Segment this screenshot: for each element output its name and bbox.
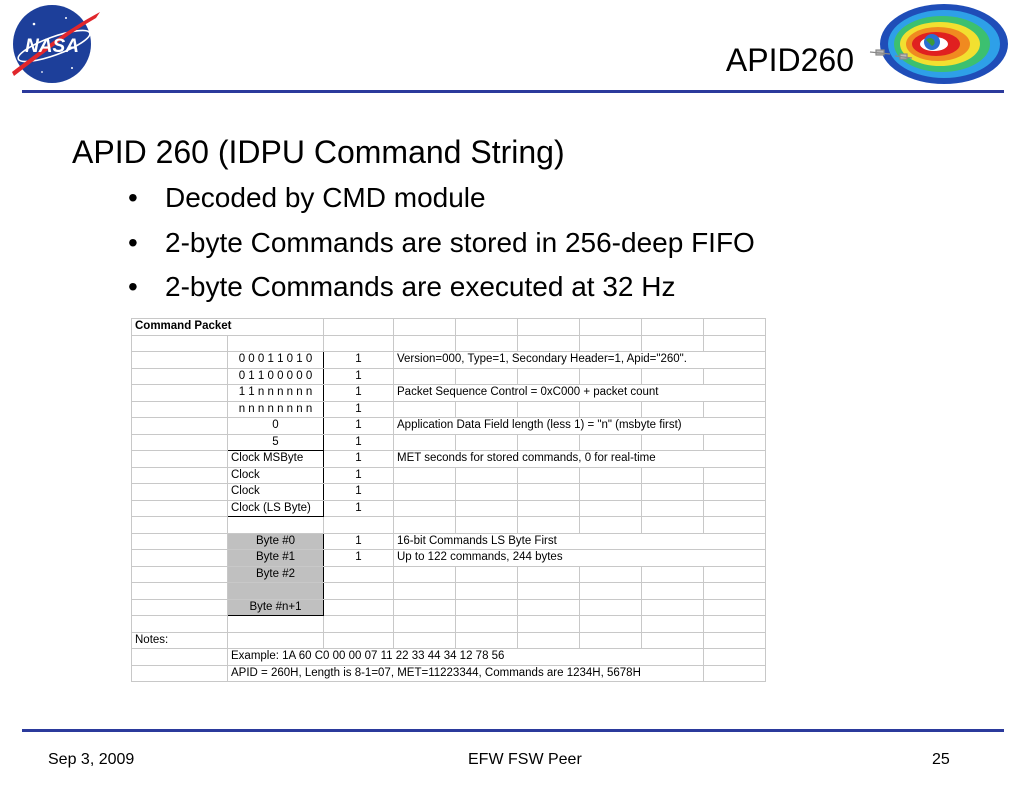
- table-row: [132, 599, 766, 616]
- table-row: [132, 665, 766, 682]
- notes-label: Notes:: [132, 632, 228, 649]
- count-cell: [324, 599, 394, 616]
- footer-date: Sep 3, 2009: [48, 751, 135, 768]
- table-row: [132, 467, 766, 484]
- table-row: [132, 583, 766, 600]
- table-row: [132, 550, 766, 567]
- bullet-text: Decoded by CMD module: [165, 182, 486, 213]
- description-cell: Up to 122 commands, 244 bytes: [394, 550, 766, 567]
- bits-cell: Clock MSByte: [228, 451, 324, 468]
- count-cell: 1: [324, 500, 394, 517]
- description-cell: Packet Sequence Control = 0xC000 + packet count: [394, 385, 766, 402]
- command-packet-table: [131, 318, 766, 682]
- bullet-glyph: •: [128, 271, 138, 302]
- bits-cell: n n n n n n n n: [228, 401, 324, 418]
- table-row: [132, 385, 766, 402]
- nasa-logo-text: NASA: [25, 36, 79, 57]
- count-cell: 1: [324, 467, 394, 484]
- byte-cell: Byte #n+1: [228, 599, 324, 616]
- bits-cell: Clock: [228, 467, 324, 484]
- description-cell: MET seconds for stored commands, 0 for real-time: [394, 451, 766, 468]
- table-row: [132, 368, 766, 385]
- count-cell: 1: [324, 434, 394, 451]
- description-cell: Version=000, Type=1, Secondary Header=1, Apid="260".: [394, 352, 766, 369]
- count-cell: 1: [324, 401, 394, 418]
- table-row: [132, 517, 766, 534]
- table-title-row: [132, 319, 766, 336]
- byte-cell: [228, 583, 324, 600]
- table-row: [132, 484, 766, 501]
- count-cell: 1: [324, 418, 394, 435]
- count-cell: 1: [324, 533, 394, 550]
- page-number: 25: [932, 751, 950, 768]
- table-row: [132, 649, 766, 666]
- bullet-glyph: •: [128, 182, 138, 213]
- bottom-divider: [22, 729, 1004, 732]
- table-row: [132, 352, 766, 369]
- count-cell: 1: [324, 385, 394, 402]
- table-row: [132, 434, 766, 451]
- table-row: [132, 418, 766, 435]
- notes-cell: APID = 260H, Length is 8-1=07, MET=11223344, Commands are 1234H, 5678H: [228, 665, 704, 682]
- main-heading: APID 260 (IDPU Command String): [72, 134, 565, 170]
- description-cell: Application Data Field length (less 1) = "n" (msbyte first): [394, 418, 766, 435]
- slide-title: APID260: [725, 42, 854, 78]
- bullet-item: [128, 181, 486, 215]
- table-row: [132, 451, 766, 468]
- count-cell: 1: [324, 451, 394, 468]
- bits-cell: 0: [228, 418, 324, 435]
- count-cell: 1: [324, 484, 394, 501]
- table-title: Command Packet: [132, 319, 324, 336]
- bits-cell: 1 1 n n n n n n: [228, 385, 324, 402]
- byte-cell: Byte #2: [228, 566, 324, 583]
- table-row: [132, 566, 766, 583]
- bits-cell: Clock: [228, 484, 324, 501]
- footer-presentation-title: EFW FSW Peer: [468, 751, 582, 768]
- nasa-logo: [6, 2, 102, 86]
- count-cell: 1: [324, 352, 394, 369]
- bits-cell: Clock (LS Byte): [228, 500, 324, 517]
- count-cell: [324, 566, 394, 583]
- table-row: [132, 632, 766, 649]
- count-cell: 1: [324, 368, 394, 385]
- bullet-glyph: •: [128, 227, 138, 258]
- bits-cell: 5: [228, 434, 324, 451]
- table-row: [132, 500, 766, 517]
- count-cell: 1: [324, 550, 394, 567]
- table-row: [132, 335, 766, 352]
- table-row: [132, 401, 766, 418]
- bullet-item: [128, 226, 755, 260]
- bits-cell: 0 0 0 1 1 0 1 0: [228, 352, 324, 369]
- byte-cell: Byte #1: [228, 550, 324, 567]
- count-cell: [324, 583, 394, 600]
- bullet-text: 2-byte Commands are executed at 32 Hz: [165, 271, 676, 302]
- bullet-item: [128, 270, 675, 304]
- radiation-belts-logo: [862, 2, 1012, 88]
- table-row: [132, 533, 766, 550]
- top-divider: [22, 90, 1004, 93]
- bullet-text: 2-byte Commands are stored in 256-deep FIFO: [165, 227, 755, 258]
- byte-cell: Byte #0: [228, 533, 324, 550]
- bits-cell: 0 1 1 0 0 0 0 0: [228, 368, 324, 385]
- description-cell: 16-bit Commands LS Byte First: [394, 533, 766, 550]
- notes-cell: Example: 1A 60 C0 00 00 07 11 22 33 44 34 12 78 56: [228, 649, 704, 666]
- table-row: [132, 616, 766, 633]
